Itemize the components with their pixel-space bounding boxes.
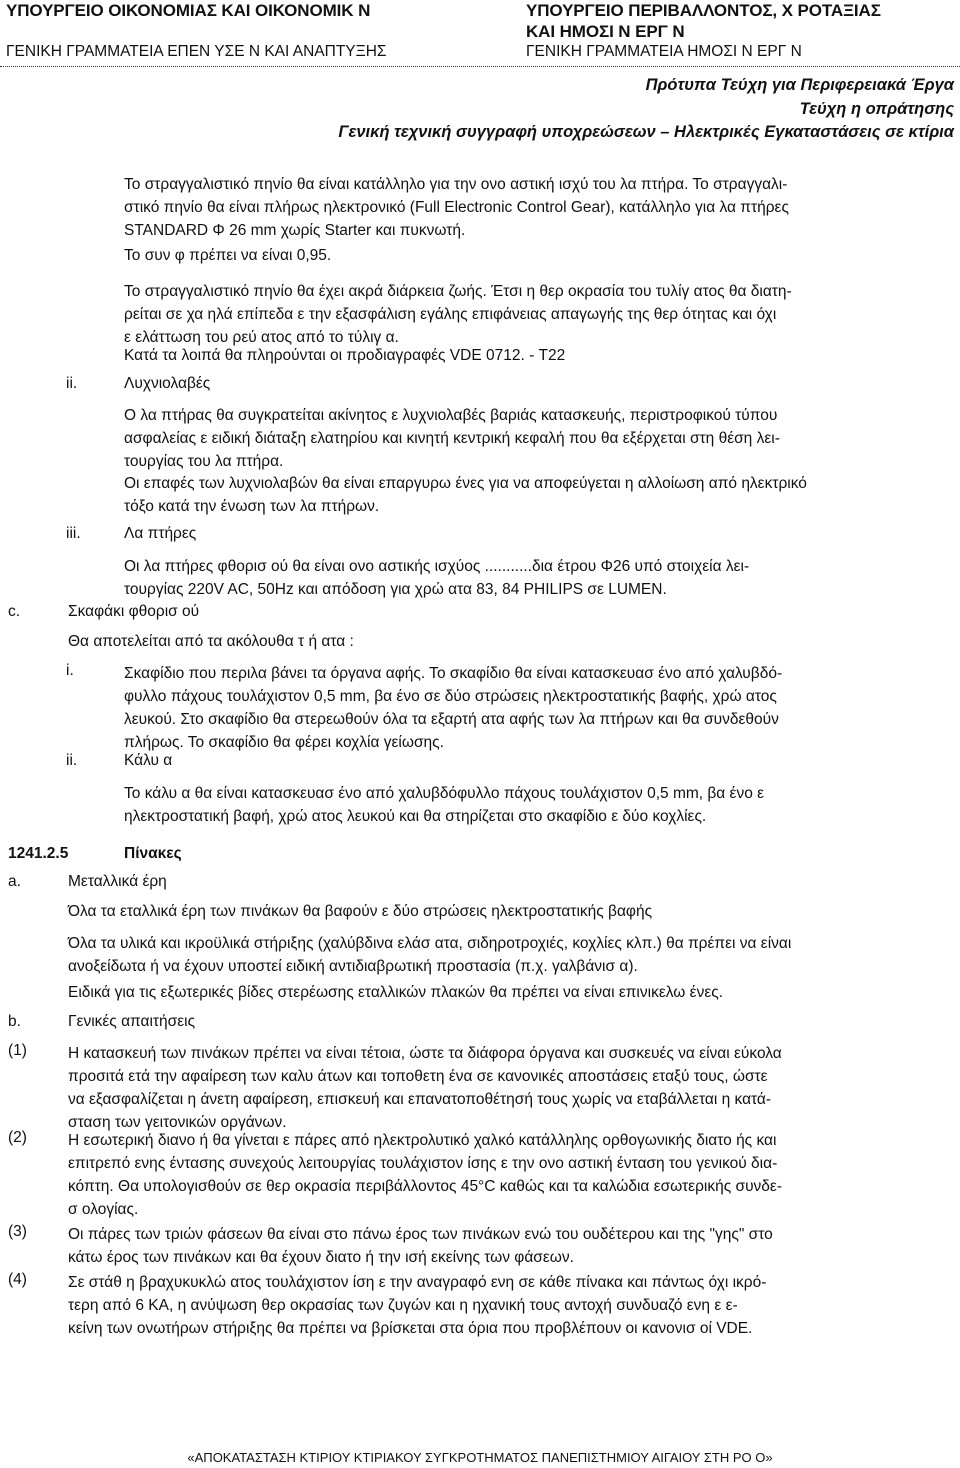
text-line: τερη από 6 ΚΑ, η ανύψωση θερ οκρασίας των ζυγών και η ηχανική τους αντοχή συνδυαζό ενη ε ε- <box>68 1297 738 1314</box>
header-doc-line-3: Γενική τεχνική συγγραφή υποχρεώσεων – Ηλεκτρικές Εγκαταστάσεις σε κτίρια <box>338 123 954 141</box>
text-line: πλήρως. Το σκαφίδιο θα φέρει κοχλία γείωσης. <box>124 734 444 751</box>
heading-general-requirements: Γενικές απαιτήσεις <box>68 1013 196 1030</box>
text-line: ανοξείδωτα ή να έχουν υποστεί ειδική αντιδιαβρωτική προστασία (π.χ. γαλβάνισ α). <box>68 958 638 975</box>
header-ministry-right-title-1: ΥΠΟΥΡΓΕΙΟ ΠΕΡΙΒΑΛΛΟΝΤΟΣ, Χ ΡΟΤΑΞΙΑΣ <box>526 1 881 20</box>
text-line: κόπτη. Θα υπολογισθούν σε θερ οκρασία περιβάλλοντος 45°C καθώς και τα καλώδια εσωτερικής συνδε- <box>68 1178 782 1195</box>
paragraph-power-factor: Το συν φ πρέπει να είναι 0,95. <box>124 247 332 264</box>
paragraph-metal-parts-1: Όλα τα εταλλικά έρη των πινάκων θα βαφούν ε δύο στρώσεις ηλεκτροστατικής βαφής <box>68 903 653 920</box>
heading-lamps: Λα πτήρες <box>124 525 197 542</box>
header-ministry-right-subtitle: ΓΕΝΙΚΗ ΓΡΑΜΜΑΤΕΙΑ ΗΜΟΣΙ Ν ΕΡΓ Ν <box>526 43 802 60</box>
paragraph-requirement-3 <box>68 1223 954 1269</box>
item-label: (4) <box>8 1271 27 1288</box>
text-line: Το στραγγαλιστικό πηνίο θα έχει ακρά διάρκεια ζωής. Έτσι η θερ οκρασία του τυλίγ ατος θα διατη- <box>124 283 792 300</box>
text-line: τουργίας 220V AC, 50Hz και απόδοση για χρώ ατα 83, 84 PHILIPS σε LUMEN. <box>124 581 667 598</box>
paragraph-trough-intro: Θα αποτελείται από τα ακόλουθα τ ή ατα : <box>68 633 354 650</box>
paragraph-lampholders-1 <box>124 404 954 473</box>
text-line: τόξο κατά την ένωση των λα πτήρων. <box>124 498 380 515</box>
text-line: Το κάλυ α θα είναι κατασκευασ ένο από χαλυβδόφυλλο πάχους τουλάχιστον 0,5 mm, βα ένο ε <box>124 785 765 802</box>
text-line: Σκαφίδιο που περιλα βάνει τα όργανα αφής. Το σκαφίδιο θα είναι κατασκευασ ένο από χαλυβδό- <box>124 665 783 682</box>
text-line: Ο λα πτήρας θα συγκρατείται ακίνητος ε λυχνιολαβές βαριάς κατασκευής, περιστροφικού τύπου <box>124 407 778 424</box>
paragraph-metal-parts-3: Ειδικά για τις εξωτερικές βίδες στερέωσης εταλλικών πλακών θα πρέπει να είναι επινικελω ένες. <box>68 984 724 1001</box>
text-line: κάτω έρος των πινάκων και θα έχουν διατο ή την ισή εκείνης των φάσεων. <box>68 1249 574 1266</box>
paragraph-trough-body <box>124 662 954 754</box>
text-line: κείνη των ονωτήρων στήριξης θα πρέπει να βρίσκεται στα όρια που προβλέπουν οι κανονισ οί VDE. <box>68 1320 753 1337</box>
header-doc-line-2: Τεύχη η οπράτησης <box>799 100 954 118</box>
section-title: Πίνακες <box>124 845 182 862</box>
header-ministry-left-title: ΥΠΟΥΡΓΕΙΟ ΟΙΚΟΝΟΜΙΑΣ ΚΑΙ ΟΙΚΟΝΟΜΙΚ Ν <box>6 1 371 20</box>
text-line: Η κατασκευή των πινάκων πρέπει να είναι τέτοια, ώστε τα διάφορα όργανα και συσκευές να είναι εύκολα <box>68 1045 782 1062</box>
text-line: Σε στάθ η βραχυκυκλώ ατος τουλάχιστον ίση ε την αναγραφό ενη σε κάθε πίνακα και πάντως όχι ικρό- <box>68 1274 767 1291</box>
text-line: στικό πηνίο θα είναι πλήρως ηλεκτρονικό (Full Electronic Control Gear), κατάλληλο για λα πτήρες <box>124 199 789 216</box>
text-line: σ ολογίας. <box>68 1201 139 1218</box>
paragraph-requirement-4 <box>68 1271 954 1340</box>
text-line: τουργίας του λα πτήρα. <box>124 453 284 470</box>
heading-lampholders: Λυχνιολαβές <box>124 375 211 392</box>
text-line: προσιτά ετά την αφαίρεση των καλυ άτων και τοποθετη ένα σε κανονικές αποστάσεις εταξύ τους, ώστε <box>68 1068 768 1085</box>
item-label: (2) <box>8 1129 27 1146</box>
text-line: ε ελάττωση του ρεύ ατος από το τύλιγ α. <box>124 329 399 346</box>
item-label: i. <box>66 662 74 679</box>
text-line: Οι επαφές των λυχνιολαβών θα είναι επαργυρω ένες για να αποφεύγεται η αλλοίωση από ηλεκτρικό <box>124 475 807 492</box>
item-label: (1) <box>8 1042 27 1059</box>
header-ministry-right-title-2: ΚΑΙ ΗΜΟΣΙ Ν ΕΡΓ Ν <box>526 22 685 41</box>
paragraph-ballast-1 <box>124 173 954 242</box>
paragraph-ballast-2 <box>124 280 954 349</box>
item-label: a. <box>8 873 21 890</box>
header-doc-line-1: Πρότυπα Τεύχη για Περιφερειακά Έργα <box>645 76 954 94</box>
item-label: b. <box>8 1013 21 1030</box>
paragraph-vde: Κατά τα λοιπά θα πληρούνται οι προδιαγραφές VDE 0712. - Τ22 <box>124 347 566 364</box>
text-line: Όλα τα υλικά και ικροϋλικά στήριξης (χαλύβδινα ελάσ ατα, σιδηροτροχιές, κοχλίες κλπ.) θα πρέπει να είναι <box>68 935 792 952</box>
paragraph-lamps <box>124 555 954 601</box>
section-number: 1241.2.5 <box>8 845 69 862</box>
item-label: ii. <box>66 752 78 769</box>
paragraph-requirement-2 <box>68 1129 954 1221</box>
text-line: επιτρεπό ενης έντασης συνεχούς λειτουργίας τουλάχιστον ίσης ε την ονο αστική ένταση του γενικού δια- <box>68 1155 778 1172</box>
text-line: Το στραγγαλιστικό πηνίο θα είναι κατάλληλο για την ονο αστική ισχύ του λα πτήρα. Το στραγγαλι- <box>124 176 788 193</box>
text-line: Οι λα πτήρες φθορισ ού θα είναι ονο αστικής ισχύος ...........δια έτρου Φ26 υπό στοιχεία λει- <box>124 558 750 575</box>
text-line: σταση των γειτονικών οργάνων. <box>68 1114 287 1131</box>
item-label: c. <box>8 603 21 620</box>
footer-project-title: «ΑΠΟΚΑΤΑΣΤΑΣΗ ΚΤΙΡΙΟΥ ΚΤΙΡΙΑΚΟΥ ΣΥΓΚΡΟΤΗΜΑΤΟΣ ΠΑΝΕΠΙΣΤΗΜΙΟΥ ΑΙΓΑΙΟΥ ΣΤΗ ΡΟ Ο» <box>187 1450 773 1465</box>
paragraph-cover <box>124 782 954 828</box>
text-line: να εξασφαλίζεται η άνετη αφαίρεση, επισκευή και επανατοποθέτησή τους χωρίς να εταβάλλεται η κατά- <box>68 1091 772 1108</box>
paragraph-requirement-1 <box>68 1042 954 1134</box>
text-line: ρείται σε χα ηλά επίπεδα ε την εξασφάλιση εγάλης επιφάνειας απαγωγής της θερ ότητας και όχι <box>124 306 777 323</box>
item-label: ii. <box>66 375 78 392</box>
text-line: STANDARD Φ 26 mm χωρίς Starter και πυκνωτή. <box>124 222 466 239</box>
heading-metal-parts: Μεταλλικά έρη <box>68 873 167 890</box>
header-ministry-left-subtitle: ΓΕΝΙΚΗ ΓΡΑΜΜΑΤΕΙΑ ΕΠΕΝ ΥΣΕ Ν ΚΑΙ ΑΝΑΠΤΥΞΗΣ <box>6 43 387 60</box>
item-label: iii. <box>66 525 81 542</box>
text-line: λευκού. Στο σκαφίδιο θα στερεωθούν όλα τα εξαρτή ατα αφής των λα πτήρων και θα συνδεθούν <box>124 711 779 728</box>
text-line: φυλλο πάχους τουλάχιστον 0,5 mm, βα ένο σε δύο στρώσεις ηλεκτροστατικής βαφής, χρώ ατος <box>124 688 777 705</box>
heading-cover: Κάλυ α <box>124 752 173 769</box>
text-line: ασφαλείας ε ειδική διάταξη ελατηρίου και κινητή κεντρική κεφαλή που θα εξέρχεται στη θέση λει- <box>124 430 780 447</box>
text-line: Οι πάρες των τριών φάσεων θα είναι στο πάνω έρος των πινάκων ενώ του ουδέτερου και της "γης" στο <box>68 1226 773 1243</box>
paragraph-metal-parts-2 <box>68 932 954 978</box>
item-label: (3) <box>8 1223 27 1240</box>
text-line: Η εσωτερική διανο ή θα γίνεται ε πάρες από ηλεκτρολυτικό χαλκό κατάλληλης ορθογωνικής διατο ής και <box>68 1132 777 1149</box>
paragraph-lampholders-2 <box>124 472 954 518</box>
text-line: ηλεκτροστατική βαφή, χρώ ατος λευκού και θα στηρίζεται στο σκαφίδιο ε δύο κοχλίες. <box>124 808 707 825</box>
heading-fluorescent-trough: Σκαφάκι φθορισ ού <box>68 603 200 620</box>
header-separator <box>0 66 960 67</box>
